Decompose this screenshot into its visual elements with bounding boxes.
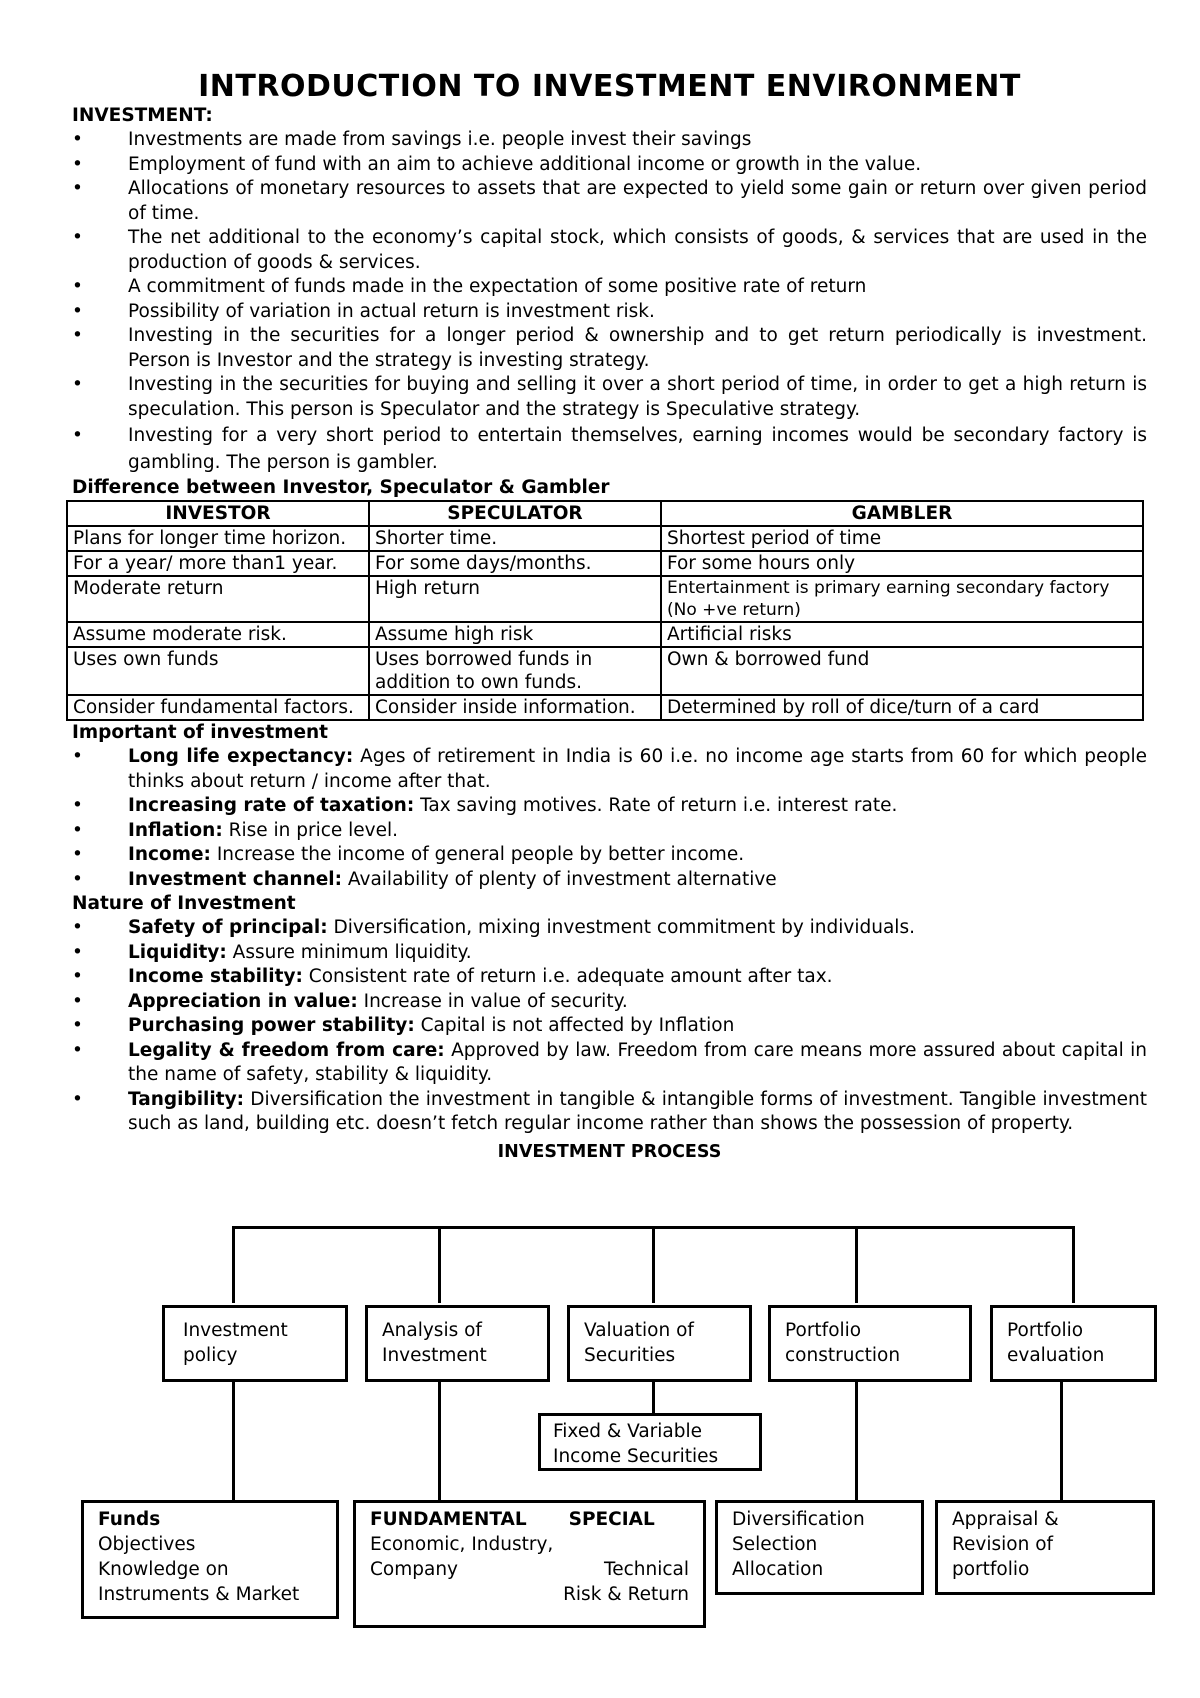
process-title: INVESTMENT PROCESS — [497, 1141, 722, 1162]
table-cell: Shorter time. — [369, 526, 661, 551]
importance-list — [72, 745, 1147, 892]
list-item: • Possibility of variation in actual return is investment risk. — [72, 300, 1147, 325]
page-title: INTRODUCTION TO INVESTMENT ENVIRONMENT — [198, 69, 1021, 104]
table-cell: For some days/months. — [369, 551, 661, 576]
column-header-investor: INVESTOR — [67, 501, 369, 526]
table-cell: Plans for longer time horizon. — [67, 526, 369, 551]
connector — [438, 1382, 441, 1502]
list-item: • Inflation: Rise in price level. — [72, 819, 1147, 844]
list-item: • Investing in the securities for a longer period & ownership and to get return periodically is investment. Person is Investor and the strategy is investing strategy. — [72, 324, 1147, 373]
column-header-gambler: GAMBLER — [661, 501, 1143, 526]
nature-list — [72, 916, 1147, 1137]
table-row — [67, 526, 1143, 551]
connector — [652, 1382, 655, 1414]
list-item: • Income: Increase the income of general people by better income. — [72, 843, 1147, 868]
table-cell: Own & borrowed fund — [661, 647, 1143, 695]
stage-valuation: Valuation of Securities — [567, 1305, 752, 1382]
fixed-variable-income-box: Fixed & Variable Income Securities — [538, 1413, 762, 1471]
table-cell: Determined by roll of dice/turn of a card — [661, 695, 1143, 720]
list-item: • Tangibility: Diversification the investment in tangible & intangible forms of investment. Tangible investment such as land, building etc. doesn’t fetch regular income rather than shows the possession of property. — [72, 1088, 1147, 1137]
diversification-box: Diversification Selection Allocation — [715, 1500, 924, 1595]
investment-list — [72, 128, 1147, 476]
list-item: • Income stability: Consistent rate of return i.e. adequate amount after tax. — [72, 965, 1147, 990]
stage-analysis: Analysis of Investment — [365, 1305, 550, 1382]
investment-heading: INVESTMENT: — [72, 105, 213, 126]
connector — [1072, 1226, 1075, 1303]
table-cell: Assume moderate risk. — [67, 622, 369, 647]
connector — [232, 1382, 235, 1502]
funds-box: Funds Objectives Knowledge on Instruments & Market — [81, 1500, 339, 1619]
document-page — [72, 70, 1147, 1164]
list-item: • Safety of principal: Diversification, mixing investment commitment by individuals. — [72, 916, 1147, 941]
table-cell: Moderate return — [67, 576, 369, 622]
list-item: • Increasing rate of taxation: Tax saving motives. Rate of return i.e. interest rate. — [72, 794, 1147, 819]
connector — [1060, 1382, 1063, 1502]
table-cell: Consider inside information. — [369, 695, 661, 720]
connector — [855, 1226, 858, 1303]
fundamental-analysis-box: FUNDAMENTAL SPECIAL Economic, Industry, Company Technical Risk & Return — [353, 1500, 706, 1628]
table-row — [67, 695, 1143, 720]
connector — [855, 1382, 858, 1502]
appraisal-box: Appraisal & Revision of portfolio — [935, 1500, 1155, 1595]
table-cell: For some hours only — [661, 551, 1143, 576]
column-header-speculator: SPECULATOR — [369, 501, 661, 526]
list-item: • Purchasing power stability: Capital is not affected by Inflation — [72, 1014, 1147, 1039]
list-item: • Investment channel: Availability of plenty of investment alternative — [72, 868, 1147, 893]
list-item: • Legality & freedom from care: Approved by law. Freedom from care means more assured about capital in the name of safety, stability & liquidity. — [72, 1039, 1147, 1088]
table-cell: Consider fundamental factors. — [67, 695, 369, 720]
connector — [652, 1226, 655, 1303]
table-cell: Entertainment is primary earning secondary factory (No +ve return) — [661, 576, 1143, 622]
list-item: • Long life expectancy: Ages of retirement in India is 60 i.e. no income age starts from 60 for which people thinks about return / income after that. — [72, 745, 1147, 794]
list-item: • Employment of fund with an aim to achieve additional income or growth in the value. — [72, 153, 1147, 178]
stage-portfolio-construction: Portfolio construction — [768, 1305, 972, 1382]
connector — [438, 1226, 441, 1303]
stage-portfolio-evaluation: Portfolio evaluation — [990, 1305, 1157, 1382]
connector — [232, 1226, 235, 1303]
table-cell: Assume high risk — [369, 622, 661, 647]
table-cell: Artificial risks — [661, 622, 1143, 647]
table-row — [67, 647, 1143, 695]
nature-heading: Nature of Investment — [72, 893, 296, 914]
list-item: • Investing for a very short period to entertain themselves, earning incomes would be secondary factory is gambling. The person is gambler. — [72, 422, 1147, 476]
table-row — [67, 551, 1143, 576]
table-row — [67, 576, 1143, 622]
list-item: • Investments are made from savings i.e. people invest their savings — [72, 128, 1147, 153]
list-item: • Liquidity: Assure minimum liquidity. — [72, 941, 1147, 966]
list-item: • Appreciation in value: Increase in value of security. — [72, 990, 1147, 1015]
list-item: • Allocations of monetary resources to assets that are expected to yield some gain or return over given period of time. — [72, 177, 1147, 226]
stage-investment-policy: Investment policy — [162, 1305, 348, 1382]
list-item: • The net additional to the economy’s capital stock, which consists of goods, & services that are used in the production of goods & services. — [72, 226, 1147, 275]
difference-heading: Difference between Investor, Speculator & Gambler — [72, 477, 610, 498]
connector-top — [232, 1226, 1075, 1229]
table-header-row — [67, 501, 1143, 526]
importance-heading: Important of investment — [72, 722, 329, 743]
table-cell: Uses borrowed funds in addition to own funds. — [369, 647, 661, 695]
table-cell: For a year/ more than1 year. — [67, 551, 369, 576]
list-item: • A commitment of funds made in the expectation of some positive rate of return — [72, 275, 1147, 300]
comparison-table — [66, 500, 1144, 721]
table-cell: Uses own funds — [67, 647, 369, 695]
table-cell: High return — [369, 576, 661, 622]
table-row — [67, 622, 1143, 647]
table-cell: Shortest period of time — [661, 526, 1143, 551]
list-item: • Investing in the securities for buying and selling it over a short period of time, in order to get a high return is speculation. This person is Speculator and the strategy is Speculative strategy. — [72, 373, 1147, 422]
